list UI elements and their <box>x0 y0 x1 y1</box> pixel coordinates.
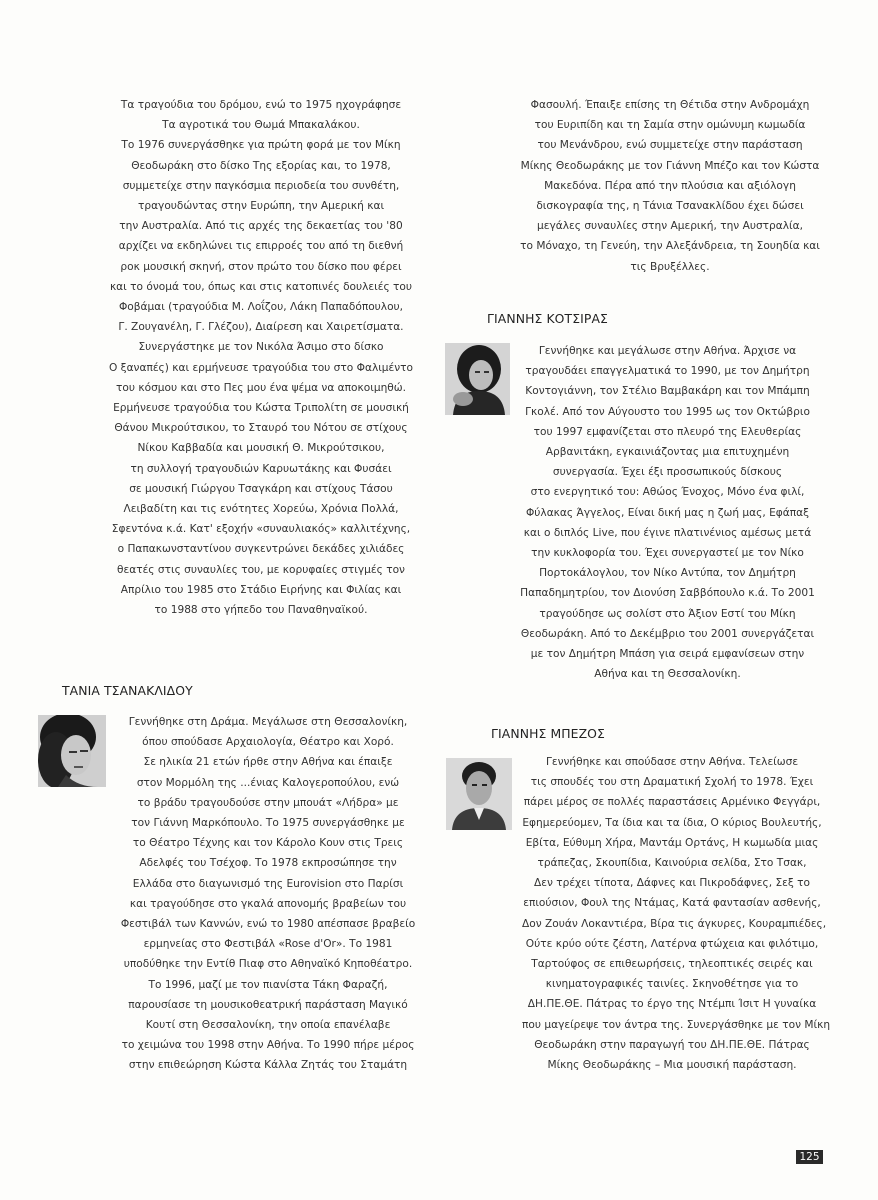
text-line: Αθήνα και τη Θεσσαλονίκη. <box>594 668 741 681</box>
text-line: Σφεντόνα κ.ά. Κατ' εξοχήν «συναυλιακός» καλλιτέχνης, <box>111 523 411 536</box>
text-line: τραγουδώντας στην Ευρώπη, την Αμερική και <box>137 200 385 213</box>
text-line: ο Παπακωνσταντίνου συγκεντρώνει δεκάδες χιλιάδες <box>117 543 405 556</box>
text-line: Αδελφές του Τσέχοφ. Το 1978 εκπροσώπησε την <box>139 857 397 870</box>
heading-mpezos: ΓΙΑΝΝΗΣ ΜΠΕΖΟΣ <box>491 726 605 741</box>
text-line: Το 1976 συνεργάσθηκε για πρώτη φορά με τον Μίκη <box>121 139 401 152</box>
text-line: την Αυστραλία. Από τις αρχές της δεκαετίας του '80 <box>119 220 403 233</box>
text-line: το Μόναχο, τη Γενεύη, την Αλεξάνδρεια, τη Σουηδία και <box>520 240 820 253</box>
text-line: το Θέατρο Τέχνης και τον Κάρολο Κουν στις Τρεις <box>132 837 404 850</box>
text-line: Κουτί στη Θεσσαλονίκη, την οποία επανέλαβε <box>145 1019 391 1032</box>
text-line: Παπαδημητρίου, τον Διονύση Σαββόπουλο κ.ά. Το 2001 <box>520 587 815 600</box>
text-line: και τραγούδησε στο γκαλά απονομής βραβείων του <box>129 897 407 910</box>
page-number: 125 <box>796 1150 823 1164</box>
text-line: Νίκου Καββαδία και μουσική Θ. Μικρούτσικου, <box>137 442 385 455</box>
photo-mpezos <box>446 758 512 830</box>
text-line: και ο διπλός Live, που έγινε πλατινένιος αμέσως μετά <box>523 526 812 539</box>
text-line: το βράδυ τραγουδούσε στην μπουάτ «Λήδρα» με <box>137 796 399 809</box>
text-line: Πορτοκάλογλου, τον Νίκο Αντύπα, τον Δημήτρη <box>539 567 796 580</box>
text-line: υποδύθηκε την Εντίθ Πιαφ στο Αθηναϊκό Κηποθέατρο. <box>123 958 413 971</box>
text-line: Φύλακας Άγγελος, Είναι δική μας η ζωή μας, Εφάπαξ <box>525 506 810 519</box>
text-line: τις σπουδές του στη Δραματική Σχολή το 1978. Έχει <box>530 776 814 789</box>
text-line: Ερμήνευσε τραγούδια του Κώστα Τριπολίτη σε μουσική <box>113 402 409 415</box>
text-line: Ταρτούφος σε επιθεωρήσεις, τηλεοπτικές σειρές και <box>531 958 813 971</box>
text-line: συνεργασία. Έχει έξι προσωπικούς δίσκους <box>552 466 783 479</box>
text-line: Μίκης Θεοδωράκης – Μια μουσική παράσταση. <box>547 1059 797 1072</box>
text-line: Μίκης Θεοδωράκης με τον Γιάννη Μπέζο και τον Κώστα <box>520 159 820 172</box>
text-line: Κοντογιάννη, τον Στέλιο Βαμβακάρη και τον Μπάμπη <box>525 385 810 398</box>
text-line: ροκ μουσική σκηνή, στον πρώτο του δίσκο που φέρει <box>120 260 402 273</box>
text-line: Αρβανιτάκη, εγκαινιάζοντας μια επιτυχημένη <box>545 446 790 459</box>
text-line: κινηματογραφικές ταινίες. Σκηνοθέτησε για το <box>545 978 799 991</box>
text-line: με τον Δημήτρη Μπάση για σειρά εμφανίσεων στην <box>530 648 805 661</box>
text-line: ερμηνείας στο Φεστιβάλ «Rose d'Or». Το 1981 <box>143 938 393 951</box>
text-line: το χειμώνα του 1998 στην Αθήνα. Το 1990 πήρε μέρος <box>121 1039 415 1052</box>
text-line: Γεννήθηκε και μεγάλωσε στην Αθήνα. Άρχισε να <box>538 345 797 357</box>
heading-tania: ΤΑΝΙΑ ΤΣΑΝΑΚΛΙΔΟΥ <box>62 683 193 698</box>
text-line: συμμετείχε στην παγκόσμια περιοδεία του συνθέτη, <box>122 179 400 192</box>
text-line: Τα τραγούδια του δρόμου, ενώ το 1975 ηχογράφησε <box>120 99 402 111</box>
text-line: Γεννήθηκε και σπούδασε στην Αθήνα. Τελείωσε <box>545 756 799 768</box>
text-line: στην επιθεώρηση Κώστα Κάλλα Ζητάς του Σταμάτη <box>128 1059 408 1072</box>
text-line: που μαγείρεψε τον άντρα της. Συνεργάσθηκε με τον Μίκη <box>522 1018 831 1031</box>
text-line: Μακεδόνα. Πέρα από την πλούσια και αξιόλογη <box>544 179 796 192</box>
text-line: Σε ηλικία 21 ετών ήρθε στην Αθήνα και έπαιξε <box>143 756 393 769</box>
text-line: Γκολέ. Από τον Αύγουστο του 1995 ως τον Οκτώβριο <box>525 405 810 418</box>
text-line: Θεοδωράκη στην παραγωγή του ΔΗ.ΠΕ.ΘΕ. Πάτρας <box>534 1038 810 1051</box>
text-line: Φεστιβάλ των Καννών, ενώ το 1980 απέσπασε βραβείο <box>120 918 416 931</box>
text-line: αρχίζει να εκδηλώνει τις επιρροές του από τη διεθνή <box>118 240 404 253</box>
photo-tania <box>38 715 106 787</box>
text-line: Λειβαδίτη και τις ενότητες Χορεύω, Χρόνια Πολλά, <box>123 503 399 516</box>
tania-bio <box>118 712 418 1076</box>
text-line: ΔΗ.ΠΕ.ΘΕ. Πάτρας το έργο της Ντέμπι Ίσιτ Η γυναίκα <box>527 998 817 1011</box>
text-line: επιούσιον, Φουλ της Ντάμας, Κατά φαντασίαν ασθενής, <box>523 897 821 910</box>
text-line: Εφημερεύομεν, Τα ίδια και τα ίδια, Ο κύριος Βουλευτής, <box>522 816 822 829</box>
text-line: πάρει μέρος σε πολλές παραστάσεις Αρμένικο Φεγγάρι, <box>523 796 821 809</box>
text-line: του κόσμου και στο Πες μου ένα ψέμα να αποκοιμηθώ. <box>115 381 407 394</box>
kotsiras-bio <box>515 341 820 684</box>
text-line: Ο ξαναπές) και ερμήνευσε τραγούδια του στο Φαλιμέντο <box>108 361 414 374</box>
text-line: Τα αγροτικά του Θωμά Μπακαλάκου. <box>162 119 360 132</box>
text-line: τις Βρυξέλλες. <box>630 260 710 273</box>
text-line: τράπεζας, Σκουπίδια, Καινούρια σελίδα, Στο Τσακ, <box>537 857 807 870</box>
text-line: Θεοδωράκη. Από το Δεκέμβριο του 2001 συνεργάζεται <box>520 627 815 640</box>
text-line: Θεοδωράκη στο δίσκο Της εξορίας και, το 1978, <box>131 159 391 172</box>
text-line: στον Μορμόλη της ...ένιας Καλογεροπούλου, ενώ <box>136 776 400 789</box>
text-line: την κυκλοφορία του. Έχει συνεργαστεί με τον Νίκο <box>531 547 804 560</box>
right-column-text <box>520 95 820 277</box>
text-line: Γ. Ζουγανέλη, Γ. Γλέζου), Διαίρεση και Χαιρετίσματα. <box>118 321 404 334</box>
text-line: Δεν τρέχει τίποτα, Δάφνες και Πικροδάφνες, Σεξ το <box>533 877 811 890</box>
text-line: του Μενάνδρου, ενώ συμμετείχε στην παράσταση <box>537 139 803 152</box>
text-line: του Ευριπίδη και τη Σαμία στην ομώνυμη κωμωδία <box>534 119 806 132</box>
photo-kotsiras <box>445 343 510 415</box>
text-line: Συνεργάστηκε με τον Νικόλα Άσιμο στο δίσκο <box>138 341 384 354</box>
text-line: Θάνου Μικρούτσικου, το Σταυρό του Νότου σε στίχους <box>114 422 408 435</box>
heading-kotsiras: ΓΙΑΝΝΗΣ ΚΟΤΣΙΡΑΣ <box>487 311 608 326</box>
text-line: Φασουλή. Έπαιξε επίσης τη Θέτιδα στην Ανδρομάχη <box>530 99 810 111</box>
text-line: δισκογραφία της, η Τάνια Τσανακλίδου έχει δώσει <box>536 200 804 213</box>
text-line: τη συλλογή τραγουδιών Καρυωτάκης και Φυσάει <box>130 462 392 475</box>
mpezos-bio <box>522 752 831 1075</box>
text-line: του 1997 εμφανίζεται στο πλευρό της Ελευθερίας <box>533 425 802 438</box>
text-line: τραγούδησε ως σολίστ στο Άξιον Εστί του Μίκη <box>539 607 796 620</box>
text-line: όπου σπούδασε Αρχαιολογία, Θέατρο και Χορό. <box>142 736 394 749</box>
text-line: σε μουσική Γιώργου Τσαγκάρη και στίχους Τάσου <box>129 482 393 495</box>
text-line: παρουσίασε τη μουσικοθεατρική παράσταση Μαγικό <box>128 998 408 1011</box>
text-line: και το όνομά του, όπως και στις κατοπινές δουλειές του <box>109 280 413 293</box>
text-line: Εβίτα, Εύθυμη Χήρα, Μαντάμ Ορτάνς, Η κωμωδία μιας <box>525 836 819 849</box>
text-line: Ελλάδα στο διαγωνισμό της Eurovision στο Παρίσι <box>132 877 404 890</box>
text-line: θεατές στις συναυλίες του, με κορυφαίες στιγμές τον <box>117 563 405 576</box>
text-line: στο ενεργητικό του: Αθώος Ένοχος, Μόνο ένα φιλί, <box>530 486 805 499</box>
text-line: Γεννήθηκε στη Δράμα. Μεγάλωσε στη Θεσσαλονίκη, <box>128 716 408 728</box>
text-line: το 1988 στο γήπεδο του Παναθηναϊκού. <box>154 604 368 617</box>
text-line: Το 1996, μαζί με τον πιανίστα Τάκη Φαραζή, <box>148 978 388 991</box>
left-column-text <box>100 95 422 620</box>
text-line: Ούτε κρύο ούτε ζέστη, Λατέρνα φτώχεια και φιλότιμο, <box>525 937 819 950</box>
text-line: τραγουδάει επαγγελματικά το 1990, με τον Δημήτρη <box>525 365 810 378</box>
text-line: μεγάλες συναυλίες στην Αμερική, την Αυστραλία, <box>537 220 803 233</box>
text-line: Απρίλιο του 1985 στο Στάδιο Ειρήνης και Φιλίας και <box>120 583 402 596</box>
text-line: Φοβάμαι (τραγούδια Μ. Λοΐζου, Λάκη Παπαδόπουλου, <box>118 301 404 314</box>
text-line: τον Γιάννη Μαρκόπουλο. Το 1975 συνεργάσθηκε με <box>131 817 405 830</box>
text-line: Δον Ζουάν Λοκαντιέρα, Βίρα τις άγκυρες, Κουραμπιέδες, <box>522 917 827 930</box>
